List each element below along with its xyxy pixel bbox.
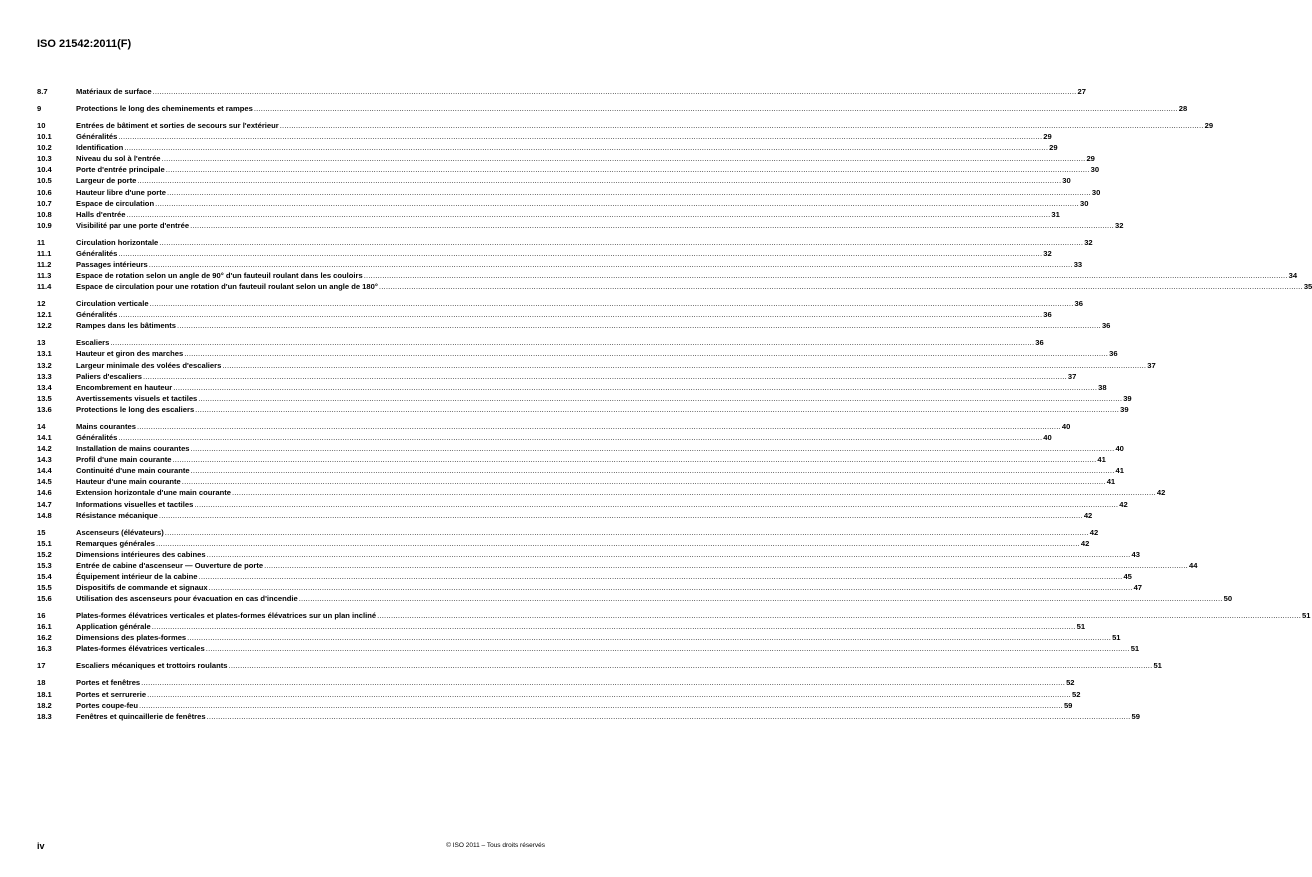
toc-dot-leader: ................................................................................................................................................................................................................................................................................................................................................................................................................ [172, 455, 1097, 465]
toc-entry-page: 41 [1097, 455, 1106, 465]
toc-entry-page: 34 [1288, 271, 1298, 281]
toc-entry[interactable] [37, 209, 1060, 220]
toc-entry[interactable] [37, 499, 1128, 510]
toc-entry[interactable] [37, 454, 1106, 465]
toc-entry[interactable] [37, 443, 1124, 454]
toc-entry-title: Protections le long des escaliers [76, 404, 195, 414]
toc-entry-title: Ascenseurs (élévateurs) [76, 527, 164, 537]
table-of-contents [37, 86, 1312, 722]
toc-entry-number: 10.6 [37, 187, 52, 197]
toc-entry-page: 29 [1204, 120, 1214, 130]
toc-entry-title: Généralités [76, 432, 118, 442]
toc-entry[interactable] [37, 643, 1140, 654]
toc-entry[interactable] [37, 549, 1140, 560]
toc-entry-page: 42 [1156, 488, 1166, 498]
toc-entry[interactable] [37, 476, 1116, 487]
toc-entry-title: Escaliers [76, 338, 110, 348]
toc-entry-page: 45 [1123, 571, 1132, 581]
toc-entry-page: 40 [1043, 432, 1052, 442]
toc-entry[interactable] [37, 689, 1081, 700]
toc-entry-page: 27 [1077, 87, 1086, 96]
toc-dot-leader: ................................................................................................................................................................................................................................................................................................................................................................................................................ [152, 87, 1077, 96]
toc-entry[interactable] [37, 142, 1058, 153]
toc-entry[interactable] [37, 237, 1093, 248]
toc-entry[interactable] [37, 487, 1166, 498]
toc-entry-title: Protections le long des cheminements et rampes [76, 103, 253, 113]
toc-entry[interactable] [37, 320, 1111, 331]
toc-entry-title: Porte d'entrée principale [76, 165, 165, 175]
toc-dot-leader: ................................................................................................................................................................................................................................................................................................................................................................................................................ [126, 209, 1051, 219]
toc-entry-title: Généralités [76, 132, 118, 142]
toc-entry[interactable] [37, 560, 1198, 571]
document-header: ISO 21542:2011(F) [37, 38, 132, 50]
toc-entry[interactable] [37, 360, 1156, 371]
toc-entry-number: 11 [37, 237, 46, 247]
toc-entry[interactable] [37, 371, 1077, 382]
toc-entry-title: Entrée de cabine d'ascenseur — Ouverture de porte [76, 560, 264, 570]
toc-entry-number: 11.1 [37, 248, 52, 258]
toc-entry[interactable] [37, 198, 1089, 209]
toc-entry-page: 36 [1074, 299, 1083, 309]
toc-entry-page: 36 [1043, 310, 1052, 320]
toc-entry[interactable] [37, 220, 1124, 231]
toc-entry-page: 44 [1189, 560, 1198, 570]
toc-entry-number: 15.2 [37, 549, 52, 559]
toc-dot-leader: ................................................................................................................................................................................................................................................................................................................................................................................................................ [231, 488, 1156, 498]
toc-entry-title: Plates-formes élévatrices verticales [76, 644, 205, 654]
toc-dot-leader: ................................................................................................................................................................................................................................................................................................................................................................................................................ [181, 477, 1106, 487]
toc-entry-page: 41 [1115, 466, 1124, 476]
toc-entry[interactable] [37, 593, 1233, 604]
toc-entry-title: Hauteur libre d'une porte [76, 187, 166, 197]
toc-entry-number: 14.8 [37, 510, 52, 520]
toc-entry[interactable] [37, 298, 1083, 309]
toc-dot-leader: ................................................................................................................................................................................................................................................................................................................................................................................................................ [279, 120, 1204, 130]
toc-entry-title: Circulation verticale [76, 299, 149, 309]
toc-entry-number: 10.7 [37, 198, 52, 208]
toc-entry[interactable] [37, 164, 1100, 175]
toc-entry-number: 10.9 [37, 220, 52, 230]
toc-entry-title: Niveau du sol à l'entrée [76, 154, 161, 164]
toc-entry-number: 15.1 [37, 538, 52, 548]
toc-dot-leader: ................................................................................................................................................................................................................................................................................................................................................................................................................ [151, 622, 1076, 632]
toc-dot-leader: ................................................................................................................................................................................................................................................................................................................................................................................................................ [155, 538, 1080, 548]
toc-entry-page: 31 [1051, 209, 1060, 219]
toc-entry-page: 39 [1123, 393, 1132, 403]
toc-entry-page: 43 [1131, 549, 1140, 559]
toc-dot-leader: ................................................................................................................................................................................................................................................................................................................................................................................................................ [190, 220, 1114, 230]
toc-entry-page: 36 [1109, 349, 1118, 359]
toc-entry-number: 11.4 [37, 282, 52, 292]
toc-entry-title: Portes coupe-feu [76, 700, 139, 710]
toc-dot-leader: ................................................................................................................................................................................................................................................................................................................................................................................................................ [198, 393, 1123, 403]
toc-entry-page: 40 [1115, 444, 1124, 454]
toc-entry-number: 16.1 [37, 622, 52, 632]
toc-entry[interactable] [37, 404, 1129, 415]
toc-dot-leader: ................................................................................................................................................................................................................................................................................................................................................................................................................ [177, 321, 1101, 331]
toc-entry-page: 50 [1223, 594, 1233, 604]
toc-entry[interactable] [37, 632, 1121, 643]
toc-entry-number: 13.6 [37, 404, 52, 414]
toc-dot-leader: ................................................................................................................................................................................................................................................................................................................................................................................................................ [161, 154, 1086, 164]
toc-entry-title: Paliers d'escaliers [76, 371, 142, 381]
toc-entry-title: Halls d'entrée [76, 209, 126, 219]
toc-dot-leader: ................................................................................................................................................................................................................................................................................................................................................................................................................ [110, 338, 1035, 348]
toc-dot-leader: ................................................................................................................................................................................................................................................................................................................................................................................................................ [206, 549, 1131, 559]
toc-entry-title: Escaliers mécaniques et trottoirs roulants [76, 661, 228, 671]
toc-entry-number: 18.1 [37, 689, 52, 699]
page-number: iv [37, 841, 45, 851]
toc-dot-leader: ................................................................................................................................................................................................................................................................................................................................................................................................................ [149, 299, 1074, 309]
toc-entry[interactable] [37, 393, 1132, 404]
toc-entry-title: Extension horizontale d'une main courante [76, 488, 231, 498]
copyright-notice: © ISO 2011 – Tous droits réservés [446, 842, 545, 849]
toc-entry-page: 51 [1153, 661, 1162, 671]
toc-dot-leader: ................................................................................................................................................................................................................................................................................................................................................................................................................ [222, 360, 1147, 370]
toc-entry[interactable] [37, 175, 1071, 186]
toc-entry-page: 30 [1062, 176, 1071, 186]
toc-dot-leader: ................................................................................................................................................................................................................................................................................................................................................................................................................ [159, 237, 1084, 247]
toc-entry[interactable] [37, 510, 1093, 521]
toc-entry-number: 12.1 [37, 310, 52, 320]
toc-dot-leader: ................................................................................................................................................................................................................................................................................................................................................................................................................ [155, 198, 1079, 208]
toc-entry[interactable] [37, 700, 1073, 711]
toc-entry[interactable] [37, 610, 1311, 621]
toc-entry-title: Identification [76, 143, 124, 153]
toc-entry-number: 9 [37, 103, 42, 113]
toc-entry[interactable] [37, 421, 1071, 432]
toc-dot-leader: ................................................................................................................................................................................................................................................................................................................................................................................................................ [264, 560, 1188, 570]
toc-entry-title: Largeur minimale des volées d'escaliers [76, 360, 222, 370]
toc-entry-title: Portes et serrurerie [76, 689, 147, 699]
toc-dot-leader: ................................................................................................................................................................................................................................................................................................................................................................................................................ [142, 371, 1067, 381]
toc-entry-page: 39 [1120, 404, 1129, 414]
toc-entry-title: Plates-formes élévatrices verticales et plates-formes élévatrices sur un plan incliné [76, 611, 377, 621]
toc-entry[interactable] [37, 120, 1214, 131]
toc-dot-leader: ................................................................................................................................................................................................................................................................................................................................................................................................................ [141, 678, 1066, 688]
toc-entry-page: 51 [1302, 611, 1311, 621]
toc-entry-page: 29 [1086, 154, 1095, 164]
toc-entry-number: 14.7 [37, 499, 52, 509]
toc-entry-title: Mains courantes [76, 421, 136, 431]
toc-entry[interactable] [37, 187, 1101, 198]
toc-entry-title: Rampes dans les bâtiments [76, 321, 177, 331]
toc-entry-number: 18 [37, 678, 46, 688]
toc-entry-number: 16 [37, 611, 46, 621]
toc-dot-leader: ................................................................................................................................................................................................................................................................................................................................................................................................................ [139, 700, 1063, 710]
toc-entry-title: Portes et fenêtres [76, 678, 141, 688]
toc-entry[interactable] [37, 270, 1298, 281]
toc-entry[interactable] [37, 309, 1052, 320]
toc-entry-number: 13.3 [37, 371, 52, 381]
toc-entry-page: 47 [1133, 583, 1143, 593]
toc-entry-page: 42 [1119, 499, 1128, 509]
toc-dot-leader: ................................................................................................................................................................................................................................................................................................................................................................................................................ [124, 143, 1049, 153]
toc-entry-number: 11.2 [37, 259, 52, 269]
toc-dot-leader: ................................................................................................................................................................................................................................................................................................................................................................................................................ [363, 271, 1288, 281]
toc-entry-number: 14 [37, 421, 46, 431]
toc-dot-leader: ................................................................................................................................................................................................................................................................................................................................................................................................................ [158, 510, 1083, 520]
toc-entry-number: 13.5 [37, 393, 52, 403]
toc-entry-title: Passages intérieurs [76, 259, 148, 269]
toc-entry-page: 33 [1073, 259, 1083, 269]
toc-entry-page: 41 [1106, 477, 1116, 487]
toc-entry-number: 10.5 [37, 176, 52, 186]
toc-dot-leader: ................................................................................................................................................................................................................................................................................................................................................................................................................ [253, 103, 1178, 113]
toc-entry-title: Installation de mains courantes [76, 444, 190, 454]
toc-entry-page: 32 [1084, 237, 1093, 247]
toc-entry[interactable] [37, 248, 1052, 259]
toc-entry-title: Équipement intérieur de la cabine [76, 571, 198, 581]
toc-entry-number: 14.3 [37, 455, 52, 465]
toc-entry-number: 11.3 [37, 271, 52, 281]
toc-entry-title: Dimensions des plates-formes [76, 633, 187, 643]
toc-entry-page: 29 [1043, 132, 1052, 142]
toc-entry-number: 15.4 [37, 571, 52, 581]
toc-entry-title: Résistance mécanique [76, 510, 158, 520]
toc-entry-number: 10.2 [37, 143, 52, 153]
toc-dot-leader: ................................................................................................................................................................................................................................................................................................................................................................................................................ [378, 282, 1303, 292]
toc-entry-title: Espace de circulation [76, 198, 155, 208]
toc-entry-number: 13.4 [37, 382, 52, 392]
toc-entry-title: Largeur de porte [76, 176, 137, 186]
toc-entry[interactable] [37, 582, 1143, 593]
toc-entry-page: 42 [1083, 510, 1093, 520]
toc-entry[interactable] [37, 337, 1044, 348]
toc-dot-leader: ................................................................................................................................................................................................................................................................................................................................................................................................................ [206, 711, 1131, 721]
toc-entry-number: 15 [37, 527, 46, 537]
toc-entry-number: 15.5 [37, 583, 52, 593]
toc-entry-number: 14.1 [37, 432, 52, 442]
toc-entry-title: Application générale [76, 622, 151, 632]
toc-dot-leader: ................................................................................................................................................................................................................................................................................................................................................................................................................ [208, 583, 1133, 593]
toc-entry[interactable] [37, 465, 1124, 476]
toc-entry-title: Profil d'une main courante [76, 455, 172, 465]
toc-dot-leader: ................................................................................................................................................................................................................................................................................................................................................................................................................ [165, 165, 1090, 175]
toc-entry-page: 29 [1049, 143, 1058, 153]
toc-entry[interactable] [37, 711, 1140, 722]
toc-entry-number: 8.7 [37, 87, 48, 96]
toc-entry-title: Matériaux de surface [76, 87, 152, 96]
toc-entry-page: 42 [1089, 527, 1099, 537]
toc-entry-page: 51 [1130, 644, 1140, 654]
toc-entry-title: Entrées de bâtiment et sorties de secours sur l'extérieur [76, 120, 279, 130]
toc-entry-page: 28 [1178, 103, 1188, 113]
toc-entry-number: 12.2 [37, 321, 52, 331]
toc-entry[interactable] [37, 281, 1312, 292]
toc-entry-page: 37 [1147, 360, 1156, 370]
toc-entry-page: 52 [1066, 678, 1075, 688]
toc-entry-title: Utilisation des ascenseurs pour évacuation en cas d'incendie [76, 594, 298, 604]
toc-dot-leader: ................................................................................................................................................................................................................................................................................................................................................................................................................ [195, 404, 1120, 414]
toc-entry-title: Hauteur et giron des marches [76, 349, 184, 359]
toc-entry-title: Espace de rotation selon un angle de 90° d'un fauteuil roulant dans les couloirs [76, 271, 363, 281]
toc-entry-number: 10.4 [37, 165, 52, 175]
toc-entry-title: Hauteur d'une main courante [76, 477, 181, 487]
toc-entry-number: 14.4 [37, 466, 52, 476]
toc-entry-title: Circulation horizontale [76, 237, 159, 247]
toc-entry[interactable] [37, 677, 1075, 688]
toc-entry-number: 13 [37, 338, 46, 348]
toc-entry-title: Avertissements visuels et tactiles [76, 393, 198, 403]
toc-dot-leader: ................................................................................................................................................................................................................................................................................................................................................................................................................ [164, 527, 1089, 537]
toc-entry-number: 12 [37, 299, 46, 309]
toc-entry-title: Dimensions intérieures des cabines [76, 549, 206, 559]
toc-entry-page: 40 [1061, 421, 1071, 431]
toc-entry[interactable] [37, 621, 1086, 632]
toc-entry[interactable] [37, 527, 1099, 538]
toc-entry[interactable] [37, 259, 1083, 270]
toc-dot-leader: ................................................................................................................................................................................................................................................................................................................................................................................................................ [118, 248, 1043, 258]
toc-dot-leader: ................................................................................................................................................................................................................................................................................................................................................................................................................ [228, 661, 1153, 671]
toc-dot-leader: ................................................................................................................................................................................................................................................................................................................................................................................................................ [190, 466, 1115, 476]
toc-entry-number: 14.6 [37, 488, 52, 498]
toc-dot-leader: ................................................................................................................................................................................................................................................................................................................................................................................................................ [190, 444, 1115, 454]
toc-entry-page: 30 [1091, 187, 1101, 197]
toc-entry[interactable] [37, 432, 1052, 443]
toc-entry-number: 15.3 [37, 560, 52, 570]
toc-dot-leader: ................................................................................................................................................................................................................................................................................................................................................................................................................ [118, 132, 1043, 142]
toc-entry-number: 10 [37, 120, 46, 130]
toc-entry-page: 30 [1090, 165, 1100, 175]
toc-entry[interactable] [37, 131, 1052, 142]
toc-dot-leader: ................................................................................................................................................................................................................................................................................................................................................................................................................ [173, 382, 1098, 392]
toc-entry-page: 32 [1043, 248, 1052, 258]
toc-entry-number: 10.8 [37, 209, 52, 219]
toc-entry-number: 15.6 [37, 594, 52, 604]
toc-entry-page: 42 [1080, 538, 1090, 548]
toc-entry-page: 51 [1112, 633, 1121, 643]
toc-dot-leader: ................................................................................................................................................................................................................................................................................................................................................................................................................ [205, 644, 1130, 654]
toc-entry-number: 16.2 [37, 633, 52, 643]
toc-dot-leader: ................................................................................................................................................................................................................................................................................................................................................................................................................ [148, 259, 1073, 269]
toc-entry-page: 52 [1072, 689, 1081, 699]
toc-dot-leader: ................................................................................................................................................................................................................................................................................................................................................................................................................ [136, 421, 1061, 431]
toc-entry-page: 32 [1115, 220, 1124, 230]
toc-dot-leader: ................................................................................................................................................................................................................................................................................................................................................................................................................ [298, 594, 1223, 604]
toc-entry-number: 18.2 [37, 700, 52, 710]
toc-entry[interactable] [37, 382, 1107, 393]
toc-entry[interactable] [37, 103, 1188, 114]
toc-entry-page: 38 [1098, 382, 1107, 392]
toc-dot-leader: ................................................................................................................................................................................................................................................................................................................................................................................................................ [377, 611, 1302, 621]
toc-entry-page: 30 [1080, 198, 1089, 208]
toc-entry-title: Informations visuelles et tactiles [76, 499, 194, 509]
toc-dot-leader: ................................................................................................................................................................................................................................................................................................................................................................................................................ [147, 689, 1071, 699]
toc-entry-page: 51 [1076, 622, 1086, 632]
toc-entry-title: Dispositifs de commande et signaux [76, 583, 208, 593]
toc-dot-leader: ................................................................................................................................................................................................................................................................................................................................................................................................................ [184, 349, 1109, 359]
toc-entry-title: Encombrement en hauteur [76, 382, 173, 392]
toc-entry-title: Remarques générales [76, 538, 155, 548]
toc-dot-leader: ................................................................................................................................................................................................................................................................................................................................................................................................................ [167, 187, 1091, 197]
toc-entry-number: 10.1 [37, 132, 52, 142]
toc-entry-page: 35 [1303, 282, 1312, 292]
toc-entry-number: 18.3 [37, 711, 52, 721]
toc-entry-title: Continuité d'une main courante [76, 466, 190, 476]
toc-dot-leader: ................................................................................................................................................................................................................................................................................................................................................................................................................ [118, 432, 1043, 442]
toc-entry-title: Généralités [76, 248, 118, 258]
toc-entry-page: 59 [1131, 711, 1140, 721]
toc-entry-title: Fenêtres et quincaillerie de fenêtres [76, 711, 206, 721]
toc-dot-leader: ................................................................................................................................................................................................................................................................................................................................................................................................................ [194, 499, 1119, 509]
toc-entry[interactable] [37, 660, 1162, 671]
toc-entry-number: 13.2 [37, 360, 52, 370]
toc-entry-title: Espace de circulation pour une rotation d'un fauteuil roulant selon un angle de 180° [76, 282, 378, 292]
toc-entry-page: 36 [1035, 338, 1044, 348]
toc-entry-title: Généralités [76, 310, 118, 320]
toc-entry-number: 10.3 [37, 154, 52, 164]
toc-entry[interactable] [37, 538, 1090, 549]
toc-entry-number: 16.3 [37, 644, 52, 654]
toc-entry-number: 17 [37, 661, 46, 671]
toc-entry-title: Visibilité par une porte d'entrée [76, 220, 190, 230]
toc-dot-leader: ................................................................................................................................................................................................................................................................................................................................................................................................................ [118, 310, 1043, 320]
toc-entry-number: 14.5 [37, 477, 52, 487]
toc-entry-page: 36 [1101, 321, 1111, 331]
toc-entry-number: 13.1 [37, 349, 52, 359]
toc-dot-leader: ................................................................................................................................................................................................................................................................................................................................................................................................................ [198, 571, 1123, 581]
toc-entry[interactable] [37, 571, 1132, 582]
toc-dot-leader: ................................................................................................................................................................................................................................................................................................................................................................................................................ [137, 176, 1062, 186]
toc-entry-page: 37 [1067, 371, 1077, 381]
toc-entry[interactable] [37, 348, 1118, 359]
toc-entry-page: 59 [1063, 700, 1073, 710]
toc-entry-number: 14.2 [37, 444, 52, 454]
toc-entry[interactable] [37, 86, 1086, 97]
toc-dot-leader: ................................................................................................................................................................................................................................................................................................................................................................................................................ [187, 633, 1112, 643]
toc-entry[interactable] [37, 153, 1095, 164]
